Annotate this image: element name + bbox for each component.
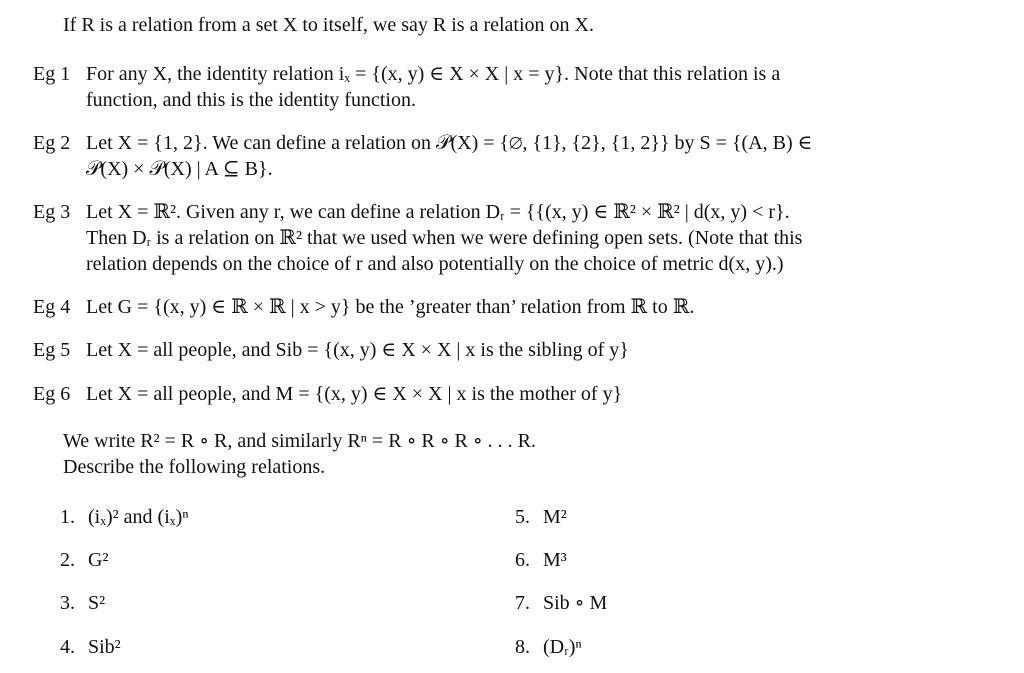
example-line: Let X = ℝ². Given any r, we can define a relation Dᵣ = {{(x, y) ∈ ℝ² × ℝ² | d(x, y) < r}. [86,201,790,223]
example-line: Let X = all people, and Sib = {(x, y) ∈ X × X | x is the sibling of y} [86,339,629,361]
intro-text: If R is a relation from a set X to itself, we say R is a relation on X. [63,14,594,36]
example-body [86,199,946,277]
task-text: Sib² [88,636,121,658]
example-label: Eg 6 [33,383,71,405]
task-text: G² [88,549,109,571]
example-label: Eg 2 [33,132,71,154]
task-number: 4. [60,636,75,658]
task-item [60,504,189,530]
task-item [515,590,607,616]
task-number: 8. [515,636,530,658]
task-text: (Dᵣ)ⁿ [543,636,582,658]
example-line: Let X = all people, and M = {(x, y) ∈ X × X | x is the mother of y} [86,383,623,405]
task-text: M² [543,506,567,528]
example-line: Then Dᵣ is a relation on ℝ² that we used when we were defining open sets. (Note that this [86,227,803,249]
example-label: Eg 5 [33,339,71,361]
example-body [86,337,946,363]
task-text: S² [88,592,106,614]
example-body [86,294,946,320]
instruction-text: Describe the following relations. [63,456,326,478]
task-item [515,504,567,530]
task-number: 7. [515,592,530,614]
task-number: 2. [60,549,75,571]
task-text: Sib ∘ M [543,592,608,614]
task-number: 6. [515,549,530,571]
example-body [86,61,946,113]
composition-definition: We write R² = R ∘ R, and similarly Rⁿ = R ∘ R ∘ R ∘ . . . R. [63,430,537,452]
example-line: Let G = {(x, y) ∈ ℝ × ℝ | x > y} be the ’greater than’ relation from ℝ to ℝ. [86,296,695,318]
task-number: 3. [60,592,75,614]
example-line: relation depends on the choice of r and also potentially on the choice of metric d(x, y).) [86,253,784,275]
task-item [60,634,121,660]
example-label: Eg 3 [33,201,71,223]
composition-text [63,428,536,480]
task-item [515,547,567,573]
example-line: function, and this is the identity function. [86,89,416,111]
task-item [515,634,582,660]
example-line: For any X, the identity relation iₓ = {(x, y) ∈ X × X | x = y}. Note that this relation is a [86,63,781,85]
example-body [86,381,946,407]
example-body [86,130,946,182]
example-line: Let X = {1, 2}. We can define a relation on 𝒫(X) = {∅, {1}, {2}, {1, 2}} by S = {(A, B) ∈ [86,132,813,154]
example-label: Eg 1 [33,63,71,85]
task-number: 1. [60,506,75,528]
task-item [60,547,108,573]
task-item [60,590,105,616]
task-number: 5. [515,506,530,528]
task-text: M³ [543,549,567,571]
task-text: (iₓ)² and (iₓ)ⁿ [88,506,189,528]
example-line: 𝒫(X) × 𝒫(X) | A ⊆ B}. [86,158,273,180]
example-label: Eg 4 [33,296,71,318]
